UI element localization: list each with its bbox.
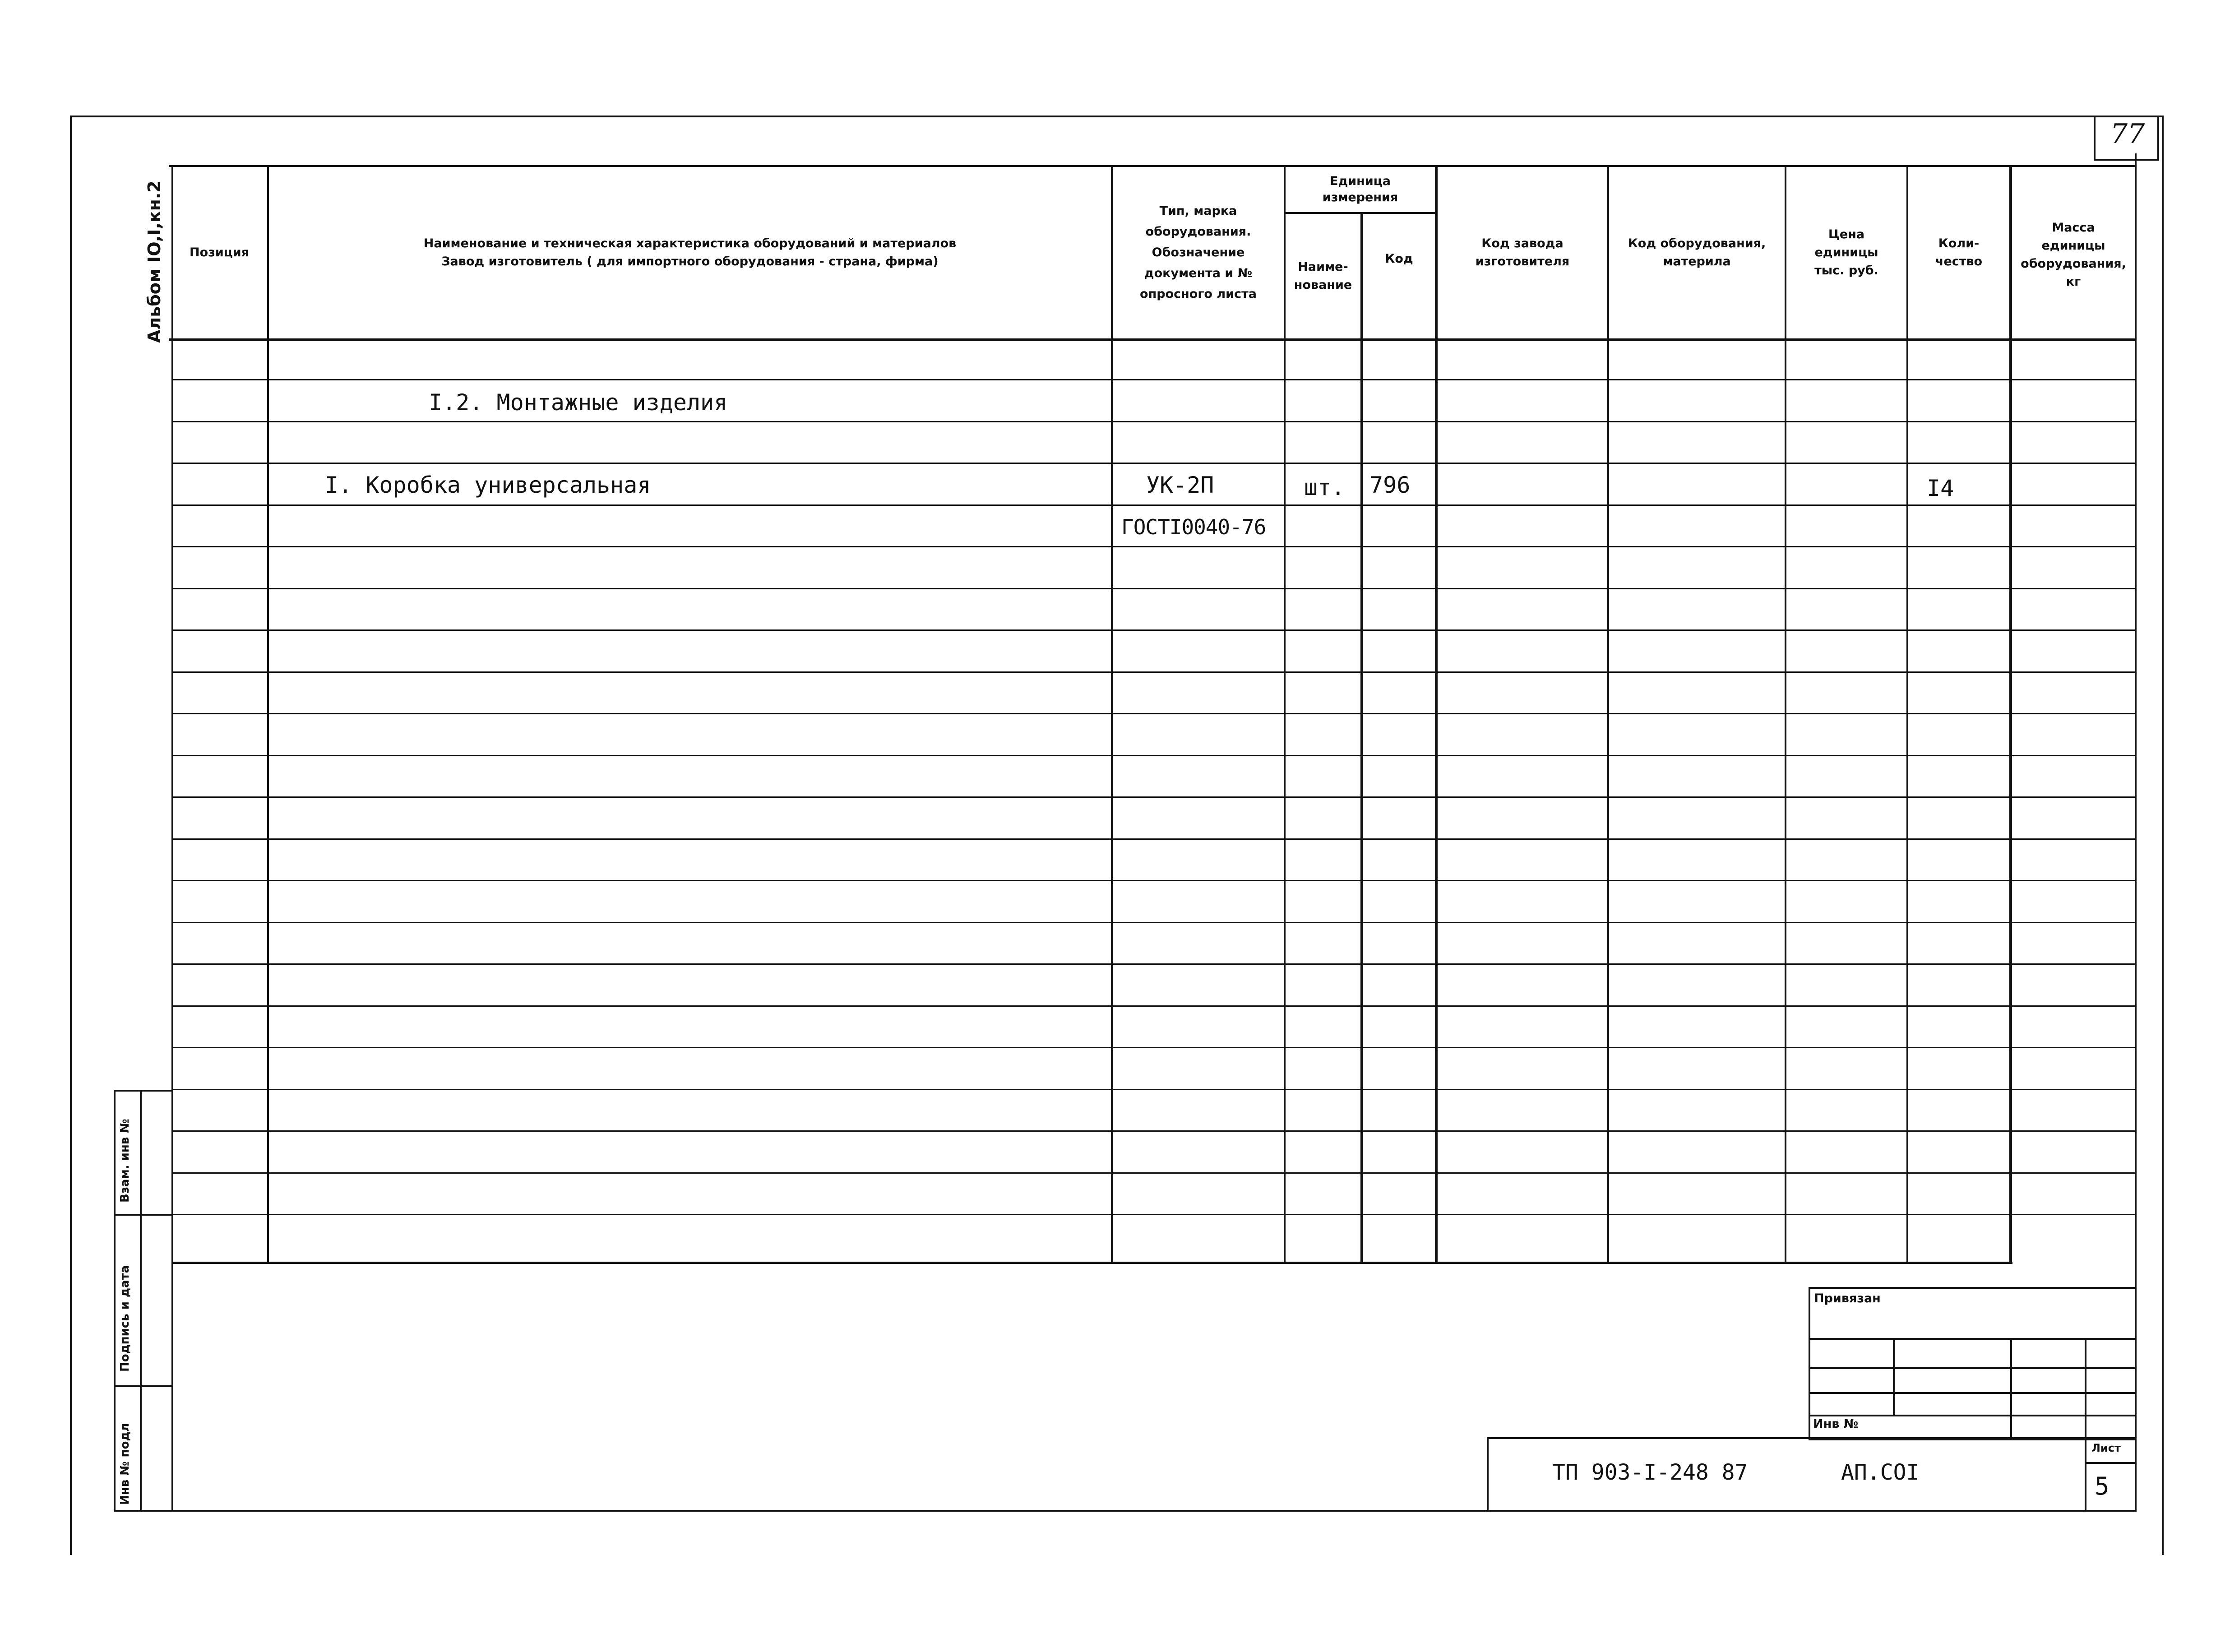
doc-number: ТП 903-I-248 87 <box>1552 1460 1748 1485</box>
col-sep-4 <box>1360 212 1363 1263</box>
table-row-line <box>171 755 2135 756</box>
item-qty: I4 <box>1927 475 1954 501</box>
stamp-inv-original: Инв № подл <box>118 1423 132 1505</box>
bound-col-1 <box>1893 1338 1895 1415</box>
table-row-line <box>171 1214 2135 1215</box>
table-row-line <box>171 379 2135 380</box>
item-standard: ГОСТI0040-76 <box>1121 515 1266 539</box>
side-stamp-divider <box>140 1090 142 1512</box>
header-type: Тип, марка оборудования. Обозначение документа и № опросного листа <box>1140 204 1257 301</box>
header-unit-name: Наиме- нование <box>1294 260 1352 292</box>
table-row-line <box>171 588 2135 589</box>
sheet-label: Лист <box>2091 1442 2121 1454</box>
bound-row-2 <box>1809 1367 2137 1369</box>
header-mass: Масса единицы оборудования, кг <box>2021 221 2126 289</box>
bound-row-4 <box>1809 1415 2137 1416</box>
bound-row-3 <box>1809 1392 2137 1394</box>
sheet-code: АП.СОI <box>1841 1460 1920 1485</box>
doc-stamp-sheet-row <box>2085 1462 2137 1464</box>
table-row-line <box>171 1089 2135 1090</box>
table-row-line <box>171 796 2135 798</box>
table-row-line <box>171 463 2135 464</box>
stamp-inv-replace: Взам. инв № <box>118 1119 132 1203</box>
header-position: Позиция <box>189 245 250 259</box>
header-name: Наименование и техническая характеристика оборудований и материалов Завод изготовитель ( для импортного оборудования - страна, фирма) <box>423 236 957 268</box>
header-unit-group: Единица измерения <box>1322 174 1398 204</box>
table-row-line <box>171 922 2135 923</box>
bound-row-1 <box>1809 1338 2137 1340</box>
bound-col-3 <box>2085 1338 2086 1440</box>
table-row-line <box>171 421 2135 422</box>
header-plant-code: Код завода изготовителя <box>1475 236 1570 268</box>
table-row-line <box>171 963 2135 965</box>
doc-stamp-sheet-divider <box>2085 1437 2086 1512</box>
sheet-number: 5 <box>2095 1472 2109 1500</box>
frame-right <box>2162 116 2164 1555</box>
table-row-line <box>171 1047 2135 1048</box>
table-row-line <box>171 1130 2135 1132</box>
item-name: I. Коробка универсальная <box>325 472 651 498</box>
item-type: УК-2П <box>1146 472 1214 498</box>
frame-left <box>70 116 72 1555</box>
table-bottom <box>171 1262 2012 1264</box>
header-bottom <box>169 338 2137 341</box>
header-price: Цена единицы тыс. руб. <box>1814 227 1878 278</box>
item-unit: шт. <box>1304 474 1345 500</box>
bound-label: Привязан <box>1814 1291 1881 1305</box>
table-row-line <box>171 546 2135 547</box>
bound-col-2 <box>2010 1338 2012 1440</box>
table-row-line <box>171 838 2135 840</box>
side-stamp-sep-1 <box>114 1214 173 1216</box>
section-title: I.2. Монтажные изделия <box>429 389 728 416</box>
item-code: 796 <box>1369 472 1411 498</box>
page-number: 77 <box>2110 118 2145 150</box>
header-qty: Коли- чество <box>1935 236 1983 268</box>
table-row-line <box>171 629 2135 631</box>
header-unit-code: Код <box>1385 252 1413 266</box>
inv-label: Инв № <box>1813 1417 1859 1431</box>
album-label: Альбом IO,I,кн.2 <box>144 180 164 343</box>
table-row-line <box>171 671 2135 673</box>
header-equip-code: Код оборудования, материла <box>1628 236 1766 268</box>
stamp-sign-date: Подпись и дата <box>118 1265 132 1372</box>
side-stamp-sep-2 <box>114 1385 173 1387</box>
table-row-line <box>171 504 2135 506</box>
table-row-line <box>171 1172 2135 1174</box>
frame-top <box>70 116 2164 117</box>
table-row-line <box>171 880 2135 881</box>
table-row-line <box>171 1005 2135 1007</box>
table-row-line <box>171 713 2135 714</box>
